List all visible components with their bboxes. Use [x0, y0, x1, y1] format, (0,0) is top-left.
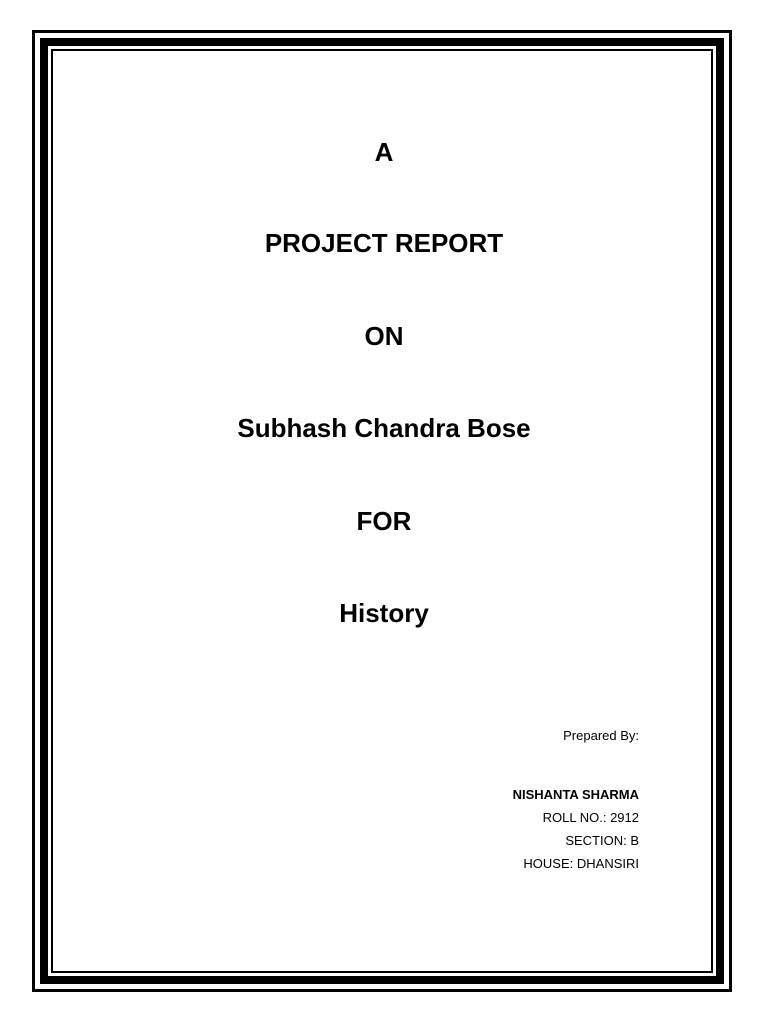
author-house: HOUSE: DHANSIRI [523, 856, 639, 871]
author-name: NISHANTA SHARMA [512, 787, 639, 802]
title-project-report: PROJECT REPORT [264, 228, 504, 258]
title-for: FOR [356, 506, 412, 536]
prepared-by-label: Prepared By: [563, 728, 639, 743]
author-roll-number: ROLL NO.: 2912 [542, 810, 639, 825]
author-section: SECTION: B [565, 833, 639, 848]
title-on: ON [364, 321, 404, 351]
title-course: History [339, 598, 429, 628]
title-article: A [374, 137, 394, 167]
title-subject: Subhash Chandra Bose [237, 413, 531, 443]
